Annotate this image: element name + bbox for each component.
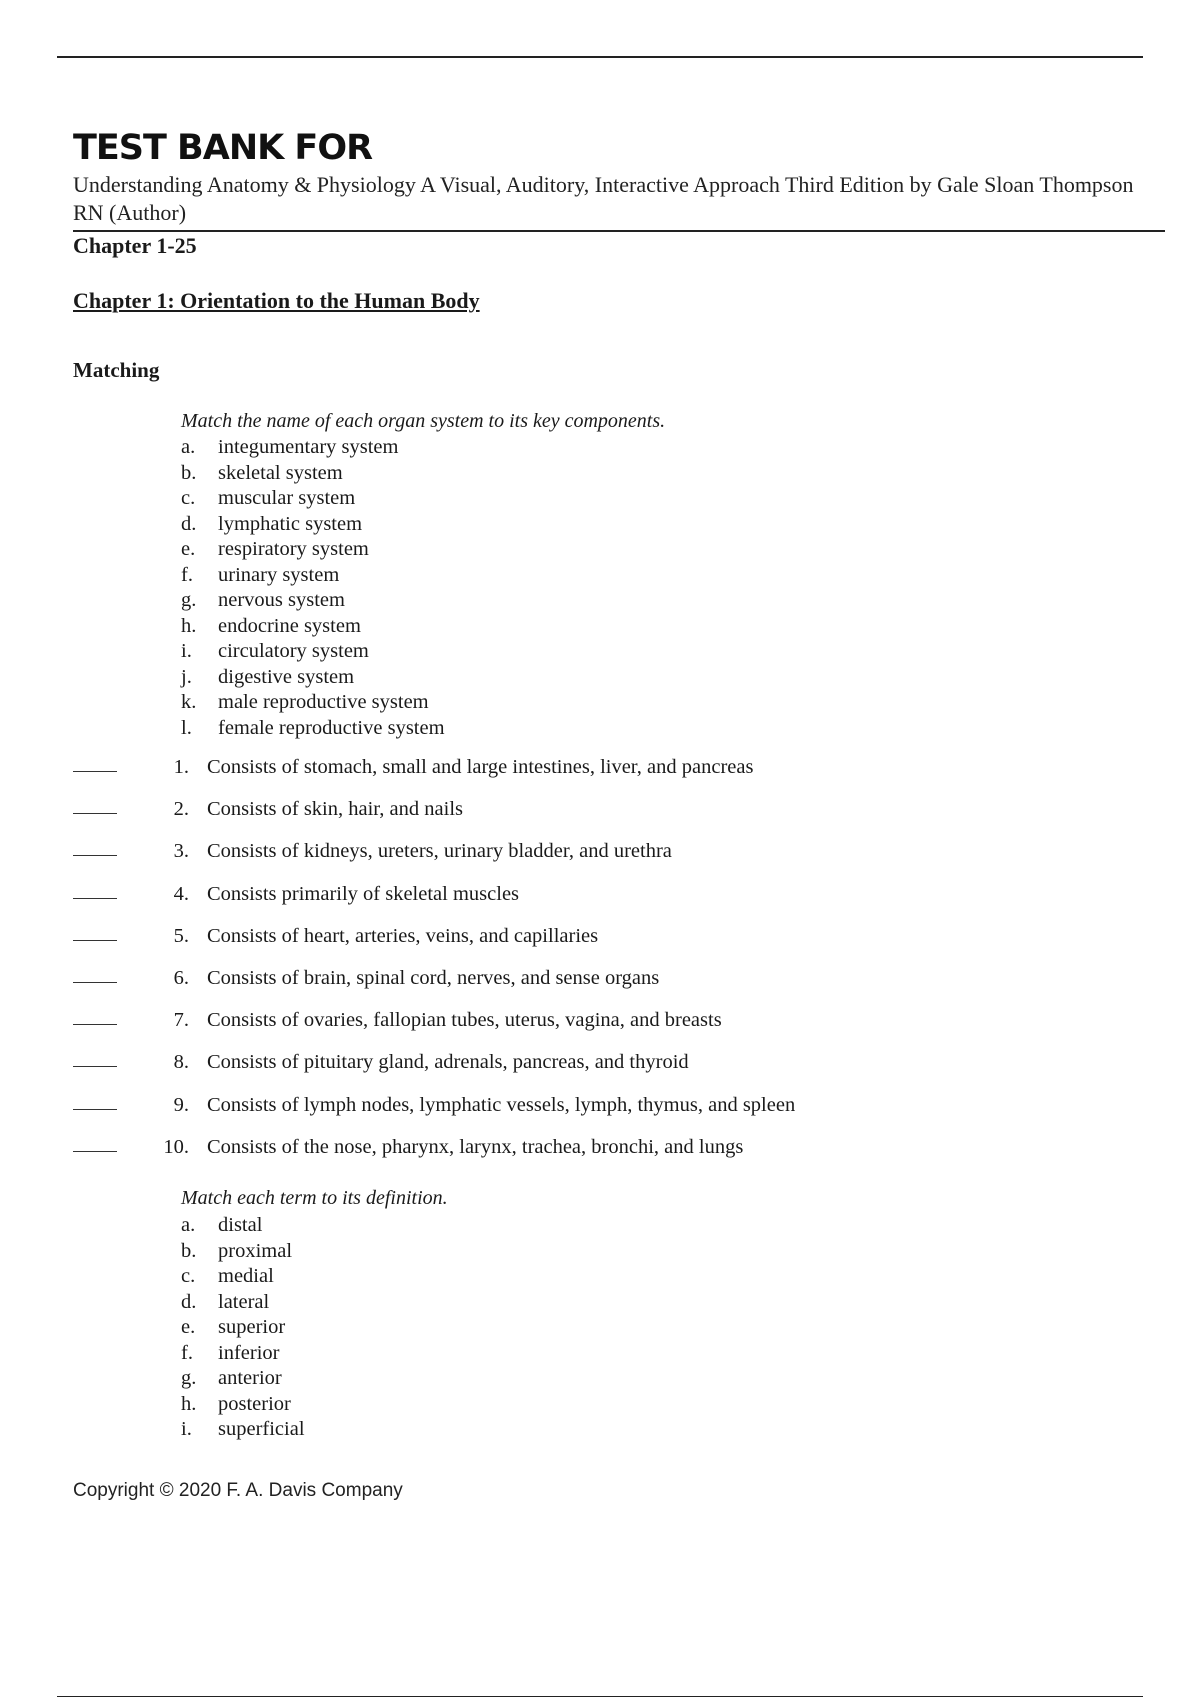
matching1-questions <box>73 754 795 1176</box>
answer-blank[interactable] <box>73 923 117 941</box>
list-item: f. inferior <box>181 1341 280 1364</box>
answer-blank[interactable] <box>73 1092 117 1110</box>
question-row: 3. Consists of kidneys, ureters, urinary bladder, and urethra <box>73 838 795 880</box>
list-item: h. endocrine system <box>181 614 361 637</box>
bottom-rule <box>57 1696 1143 1697</box>
document-subtitle: Understanding Anatomy & Physiology A Visual, Auditory, Interactive Approach Third Edition by Gale Sloan Thompson RN (Author) <box>73 172 1134 225</box>
matching2-instruction: Match each term to its definition. <box>181 1187 448 1209</box>
section-heading: Matching <box>73 358 160 382</box>
list-item: k. male reproductive system <box>181 691 429 713</box>
list-item: g. anterior <box>181 1367 282 1389</box>
list-item: d. lateral <box>181 1290 270 1313</box>
answer-blank[interactable] <box>73 881 117 899</box>
matching1-instruction: Match the name of each organ system to its key components. <box>181 410 666 432</box>
question-row: 6. Consists of brain, spinal cord, nerves, and sense organs <box>73 965 795 1007</box>
answer-blank[interactable] <box>73 965 117 983</box>
list-item: e. superior <box>181 1316 286 1338</box>
list-item: i. superficial <box>181 1418 305 1440</box>
list-item: b. proximal <box>181 1239 293 1262</box>
list-item: j. digestive system <box>181 665 355 688</box>
question-row: 8. Consists of pituitary gland, adrenals, pancreas, and thyroid <box>73 1049 795 1091</box>
question-row: 1. Consists of stomach, small and large intestines, liver, and pancreas <box>73 754 795 796</box>
list-item: c. muscular system <box>181 487 356 509</box>
copyright-footer: Copyright © 2020 F. A. Davis Company <box>73 1480 403 1501</box>
list-item: f. urinary system <box>181 563 340 586</box>
question-row: 5. Consists of heart, arteries, veins, and capillaries <box>73 923 795 965</box>
list-item: b. skeletal system <box>181 461 343 484</box>
list-item: l. female reproductive system <box>181 716 445 739</box>
list-item: h. posterior <box>181 1392 291 1415</box>
question-row: 2. Consists of skin, hair, and nails <box>73 796 795 838</box>
list-item: a. integumentary system <box>181 436 399 458</box>
question-row: 10. Consists of the nose, pharynx, larynx, trachea, bronchi, and lungs <box>73 1134 795 1176</box>
answer-blank[interactable] <box>73 754 117 772</box>
list-item: g. nervous system <box>181 589 345 611</box>
answer-blank[interactable] <box>73 838 117 856</box>
list-item: e. respiratory system <box>181 538 369 560</box>
matching2-options <box>181 1213 305 1443</box>
list-item: a. distal <box>181 1214 263 1236</box>
document-title: TEST BANK FOR <box>73 128 373 168</box>
chapter-heading: Chapter 1: Orientation to the Human Body <box>73 288 480 313</box>
question-row: 7. Consists of ovaries, fallopian tubes, uterus, vagina, and breasts <box>73 1007 795 1049</box>
list-item: i. circulatory system <box>181 640 369 662</box>
answer-blank[interactable] <box>73 1134 117 1152</box>
header-rule <box>73 230 1165 232</box>
chapter-range: Chapter 1-25 <box>73 233 197 258</box>
question-row: 4. Consists primarily of skeletal muscles <box>73 881 795 923</box>
list-item: d. lymphatic system <box>181 512 363 535</box>
answer-blank[interactable] <box>73 1049 117 1067</box>
top-rule <box>57 56 1143 58</box>
matching1-options <box>181 435 445 741</box>
list-item: c. medial <box>181 1265 274 1287</box>
question-row: 9. Consists of lymph nodes, lymphatic vessels, lymph, thymus, and spleen <box>73 1092 795 1134</box>
answer-blank[interactable] <box>73 1007 117 1025</box>
answer-blank[interactable] <box>73 796 117 814</box>
